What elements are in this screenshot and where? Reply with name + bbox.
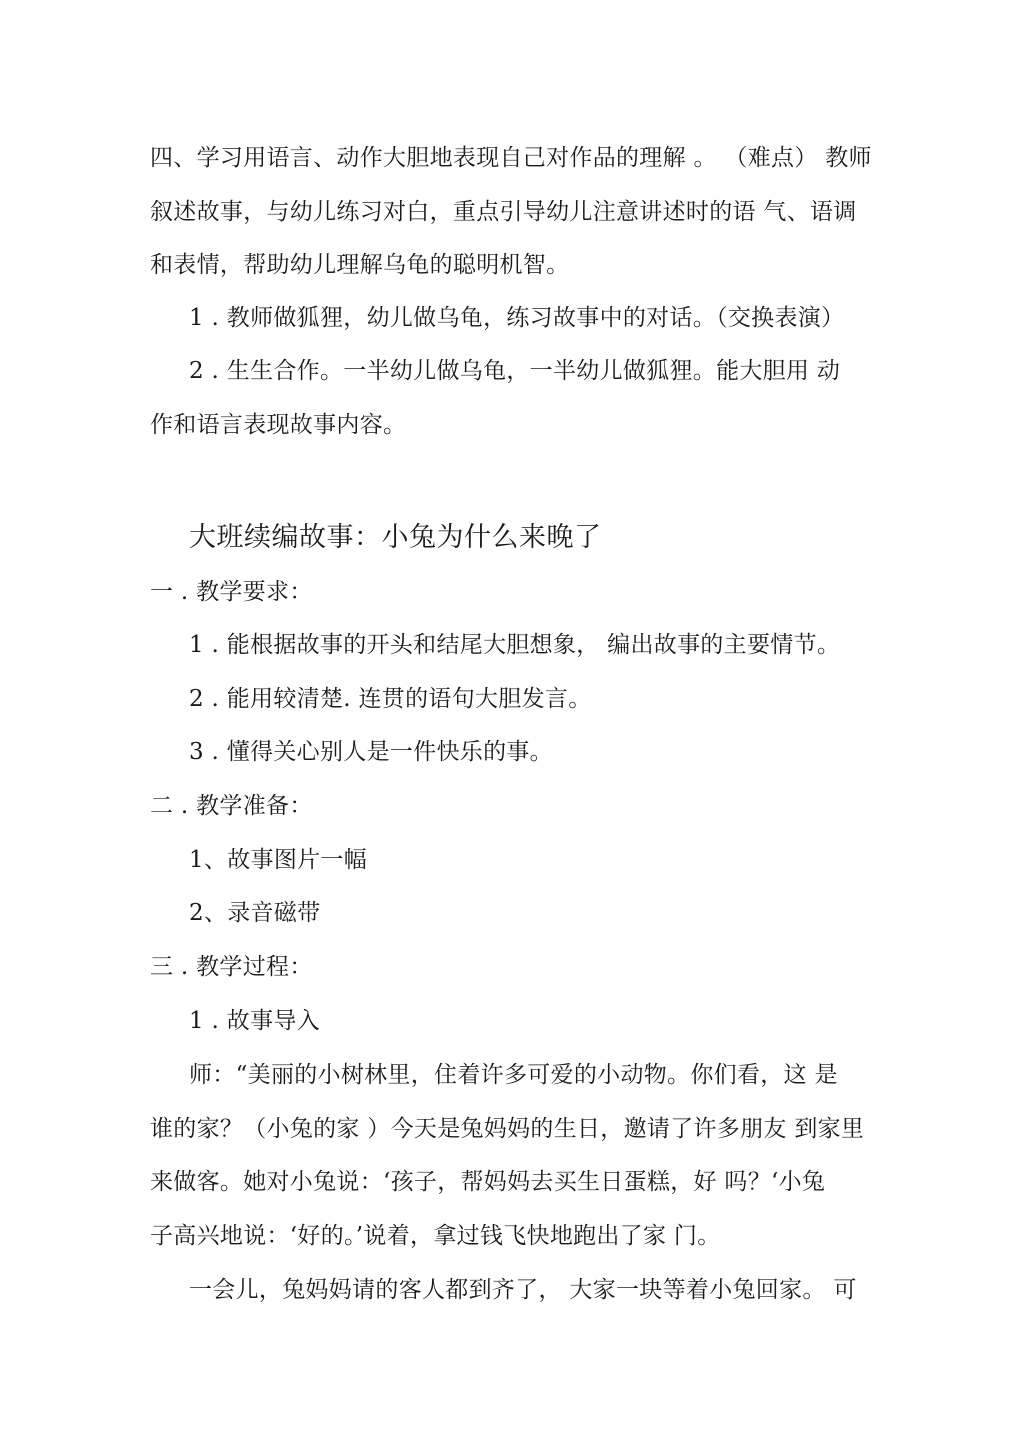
section4-item1: 1 . 教师做狐狸，幼儿做乌龟，练习故事中的对话。（交换表演） — [189, 305, 845, 331]
section4-line3: 和表情，帮助幼儿理解乌龟的聪明机智。 — [150, 252, 570, 278]
section4-item2-line1: 2 . 生生合作。一半幼儿做乌龟，一半幼儿做狐狸。能大胆用 动 — [189, 358, 841, 384]
part1-item-2: 2 . 能用较清楚. 连贯的语句大胆发言。 — [189, 686, 592, 712]
part2-heading: 二 . 教学准备： — [150, 793, 313, 819]
part3-para1-line2: 谁的家？（小兔的家 ）今天是兔妈妈的生日，邀请了许多朋友 到家里 — [150, 1116, 865, 1142]
part1-item-1: 1 . 能根据故事的开头和结尾大胆想象， 编出故事的主要情节。 — [189, 632, 841, 658]
part1-heading: 一 . 教学要求： — [150, 579, 313, 605]
section4-line2: 叙述故事，与幼儿练习对白，重点引导幼儿注意讲述时的语 气、语调 — [150, 199, 857, 225]
part3-para1-line4: 子高兴地说：‘好的。’说着，拿过钱飞快地跑出了家 门。 — [150, 1223, 721, 1249]
section4-line1: 四、学习用语言、动作大胆地表现自己对作品的理解 。 （难点） 教师 — [150, 145, 872, 171]
part3-para2-line1: 一会儿，兔妈妈请的客人都到齐了， 大家一块等着小兔回家。 可 — [189, 1277, 857, 1303]
part3-step1: 1 . 故事导入 — [189, 1008, 320, 1034]
part3-para1-line1: 师：“美丽的小树林里，住着许多可爱的小动物。你们看，这 是 — [189, 1062, 838, 1088]
lesson-title: 大班续编故事：小兔为什么来晚了 — [189, 522, 602, 553]
part3-heading: 三 . 教学过程： — [150, 954, 313, 980]
part3-para1-line3: 来做客。她对小兔说：‘孩子，帮妈妈去买生日蛋糕，好 吗？‘小兔 — [150, 1169, 826, 1195]
part1-item-3: 3 . 懂得关心别人是一件快乐的事。 — [189, 739, 553, 765]
section4-item2-line2: 作和语言表现故事内容。 — [150, 412, 407, 438]
part2-item-2: 2、录音磁带 — [189, 900, 321, 926]
part2-item-1: 1、故事图片一幅 — [189, 847, 368, 873]
